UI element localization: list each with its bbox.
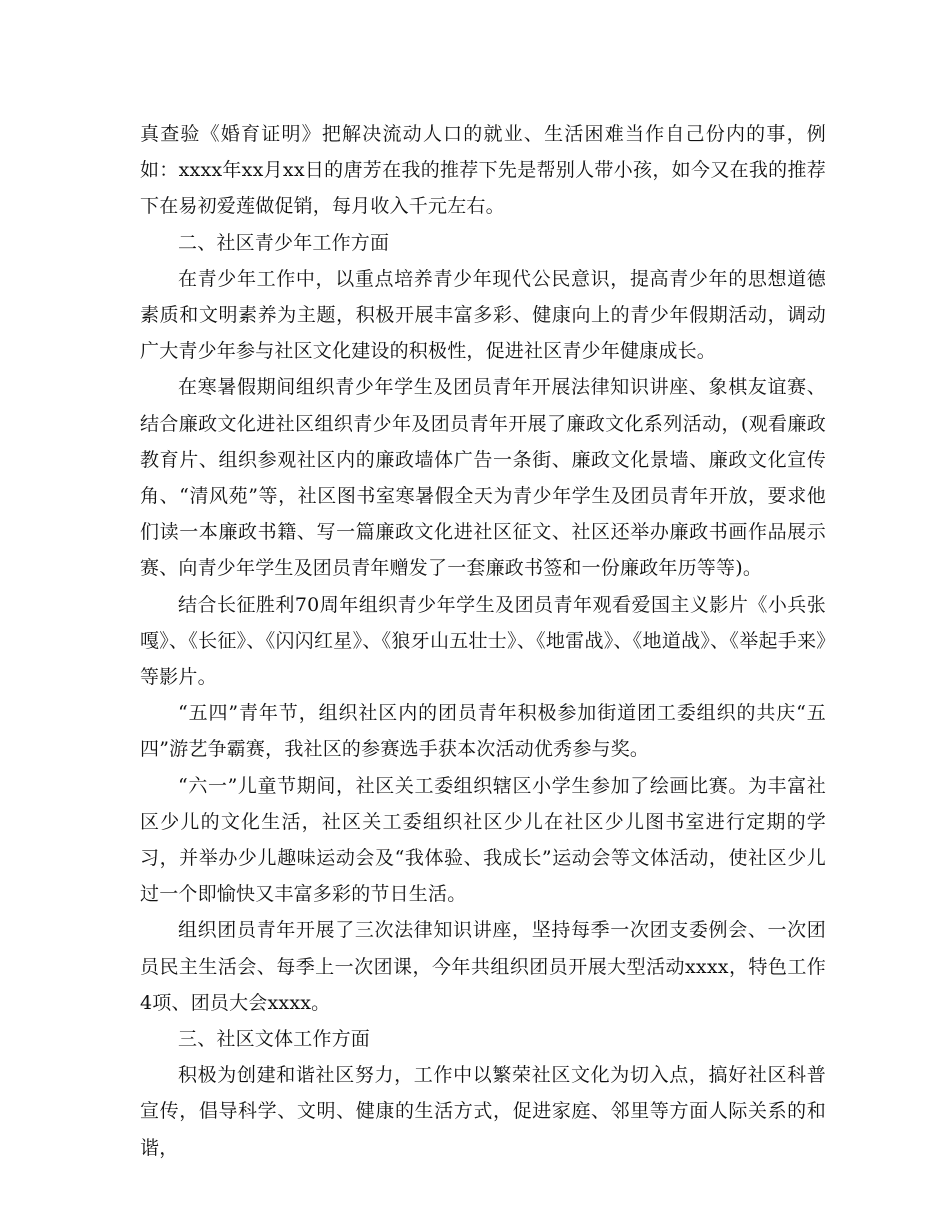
paragraph-long-march-films: 结合长征胜利70周年组织青少年学生及团员青年观看爱国主义影片《小兵张嘎》、《长征》、《闪闪红星》、《狼牙山五壮士》、《地雷战》、《地道战》、《举起手来》等影片。 [140, 593, 826, 689]
section-heading-youth-work: 二、社区青少年工作方面 [178, 231, 390, 254]
paragraph-league-activities: 组织团员青年开展了三次法律知识讲座，坚持每季一次团支委例会、一次团员民主生活会、每季上一次团课，今年共组织团员开展大型活动xxxx，特色工作4项、团员大会xxxx。 [140, 919, 826, 1014]
paragraph-childrens-day: “六一”儿童节期间，社区关工委组织辖区小学生参加了绘画比赛。为丰富社区少儿的文化生活，社区关工委组织社区少儿在社区少儿图书室进行定期的学习，并举办少儿趣味运动会及“我体验、我成长”运动会等文体活动，使社区少儿过一个即愉快又丰富多彩的节日生活。 [140, 774, 826, 906]
section-heading-culture-sports: 三、社区文体工作方面 [178, 1028, 371, 1051]
paragraph-continuation: 真查验《婚育证明》把解决流动人口的就业、生活困难当作自己份内的事，例如：xxxx年xx月xx日的唐芳在我的推荐下先是帮别人带小孩，如今又在我的推荐下在易初爱莲做促销，每月收入千元左右。 [140, 123, 826, 218]
paragraph-culture-sports-intro: 积极为创建和谐社区努力，工作中以繁荣社区文化为切入点，搞好社区科普宣传，倡导科学、文明、健康的生活方式，促进家庭、邻里等方面人际关系的和谐， [140, 1064, 826, 1159]
paragraph-vacation-activities: 在寒暑假期间组织青少年学生及团员青年开展法律知识讲座、象棋友谊赛、结合廉政文化进社区组织青少年及团员青年开展了廉政文化系列活动，(观看廉政教育片、组织参观社区内的廉政墙体广告一条街、廉政文化景墙、廉政文化宣传角、“清风苑”等，社区图书室寒暑假全天为青少年学生及团员青年开放，要求他们读一本廉政书籍、写一篇廉政文化进社区征文、社区还举办廉政书画作品展示赛、向青少年学生及团员青年赠发了一套廉政书签和一份廉政年历等等)。 [140, 376, 826, 580]
paragraph-may-fourth: “五四”青年节，组织社区内的团员青年积极参加街道团工委组织的共庆“五四”游艺争霸赛，我社区的参赛选手获本次活动优秀参与奖。 [140, 702, 826, 761]
document-body [140, 116, 826, 1166]
paragraph-youth-work-intro: 在青少年工作中，以重点培养青少年现代公民意识，提高青少年的思想道德素质和文明素养为主题，积极开展丰富多彩、健康向上的青少年假期活动，调动广大青少年参与社区文化建设的积极性，促进社区青少年健康成长。 [140, 267, 826, 363]
